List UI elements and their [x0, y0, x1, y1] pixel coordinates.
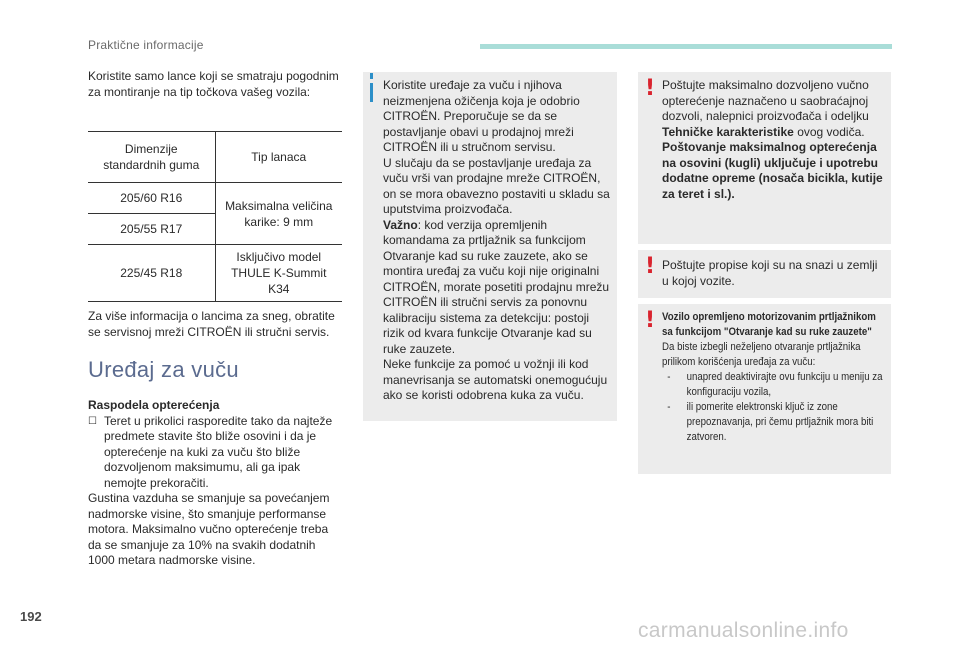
- info-p1: Koristite uređaje za vuču i njihova neizmenjena ožičenja koja je odobrio CITROËN. Preporučuje se da se postavljanje obavi u prodajnoj mreži CITROËN ili u stručnom servisu.: [383, 78, 580, 154]
- chains-intro-text: Koristite samo lance koji se smatraju pogodnim za montiranje na tip točkova vašeg vozila:: [88, 69, 339, 99]
- warning-box-max-load: [638, 72, 891, 244]
- chains-intro: [88, 69, 344, 100]
- warning-tailgate-text: [662, 310, 887, 445]
- table-cell-tire: 205/55 R17: [88, 214, 215, 245]
- warn1-text-4: Poštovanje maksimalnog opterećenja na osovini (kugli) uključuje i upotrebu dodatne opreme (nosača bicikla, kutije za teret i sl.).: [662, 140, 883, 201]
- table-cell-tire: 225/45 R18: [88, 245, 215, 302]
- info-p3-label: Važno: [383, 217, 418, 232]
- table-row: [88, 183, 342, 214]
- table-cell-chain: Isključivo model THULE K-Summit K34: [215, 245, 342, 302]
- load-distribution-text: Teret u prikolici rasporedite tako da najteže predmete stavite što bliže osovini i da je opterećenje na kuki za vuču što bliže dozvoljenom maksimumu, ali ga ipak nemojte prekoračiti.: [104, 413, 333, 490]
- table-header-row: [88, 132, 342, 183]
- table-cell-tire: 205/60 R16: [88, 183, 215, 214]
- warn1-text-3: ovog vodiča.: [793, 124, 865, 139]
- warning-max-load-text: [662, 78, 884, 202]
- table-header-tire: Dimenzije standardnih guma: [88, 132, 215, 183]
- warning-box-hands-free-tailgate: [638, 304, 891, 474]
- towing-body: [88, 398, 344, 569]
- warning-regulations-text: Poštujte propise koji su na snazi u zemlji u kojoj vozite.: [662, 258, 878, 288]
- warning-box-regulations: [638, 250, 891, 298]
- load-distribution-item: [88, 414, 344, 492]
- table-header-chain: Tip lanaca: [215, 132, 342, 183]
- info-p2: U slučaju da se postavljanje uređaja za vuču vrši van prodajne mreže CITROËN, on se mora obavezno postaviti u skladu sa uputstvima proizvođača.: [383, 155, 610, 216]
- section-bar: [480, 44, 892, 49]
- table-row: [88, 245, 342, 302]
- watermark: carmanualsonline.info: [638, 619, 849, 642]
- table-cell-chain-merged: Maksimalna veličina karike: 9 mm: [215, 183, 342, 245]
- list-item: [662, 400, 887, 445]
- warning-icon: !: [644, 76, 656, 101]
- section-title: Praktične informacije: [88, 38, 204, 52]
- towing-heading: Uređaj za vuču: [88, 357, 239, 382]
- info-box-text: [383, 78, 611, 404]
- warn3-intro: Da biste izbegli neželjeno otvaranje prtljažnika prilikom korišćenja uređaja za vuču:: [662, 341, 861, 368]
- warn1-text-1: Poštujte maksimalno dozvoljeno vučno opterećenje naznačeno u saobraćajnoj dozvoli, nalepnici proizvođača i odeljku: [662, 78, 869, 123]
- snow-chains-info: [88, 309, 344, 340]
- snow-chains-info-text: Za više informacija o lancima za sneg, obratite se servisnoj mreži CITROËN ili stručni servis.: [88, 309, 335, 339]
- info-icon: [370, 73, 373, 79]
- load-distribution-subheading: Raspodela opterećenja: [88, 398, 220, 412]
- info-icon-stripe: [370, 83, 373, 102]
- info-p4: Neke funkcije za pomoć u vožnji ili kod manevrisanja se automatski onemogućuju ako se koristi odobrena kuka za vuču.: [383, 357, 608, 402]
- info-box: [363, 72, 617, 421]
- warn3-title: Vozilo opremljeno motorizovanim prtljažnikom sa funkcijom "Otvaranje kad su ruke zauzete": [662, 311, 876, 338]
- page-number: 192: [20, 609, 42, 624]
- arrow-bullet-icon: ☐: [88, 415, 97, 427]
- info-p3: [383, 218, 611, 358]
- warn1-text-2: Tehničke karakteristike: [662, 124, 794, 139]
- warning-icon: !: [644, 308, 656, 333]
- info-p3-text: : kod verzija opremljenih komandama za prtljažnik sa funkcijom Otvaranje kad su ruke zauzete, ako se montira uređaj za vuču koji nije originalni CITROËN, morate posetiti prodajnu mrežu CITROËN ili stručni servis za ponovnu kalibraciju sistema za detekciju: postoji rizik od kvara funkcije Otvaranje kad su ruke zauzete.: [383, 217, 610, 356]
- chains-table: [88, 131, 342, 302]
- list-item-text: unapred deaktivirajte ovu funkciju u meniju za konfiguraciju vozila,: [686, 371, 883, 398]
- warning-icon: !: [644, 254, 656, 279]
- dash-mark: -: [667, 371, 671, 383]
- altitude-paragraph: Gustina vazduha se smanjuje sa povećanjem nadmorske visine, što smanjuje performanse motora. Maksimalno vučno opterećenje treba da se smanjuje za 10% na svakih dodatnih 1000 metara nadmorske visine.: [88, 491, 330, 567]
- list-item-text: ili pomerite elektronski ključ iz zone prepoznavanja, pri čemu prtljažnik mora biti zatvoren.: [686, 401, 874, 443]
- list-item: [662, 370, 887, 400]
- dash-mark: -: [667, 401, 671, 413]
